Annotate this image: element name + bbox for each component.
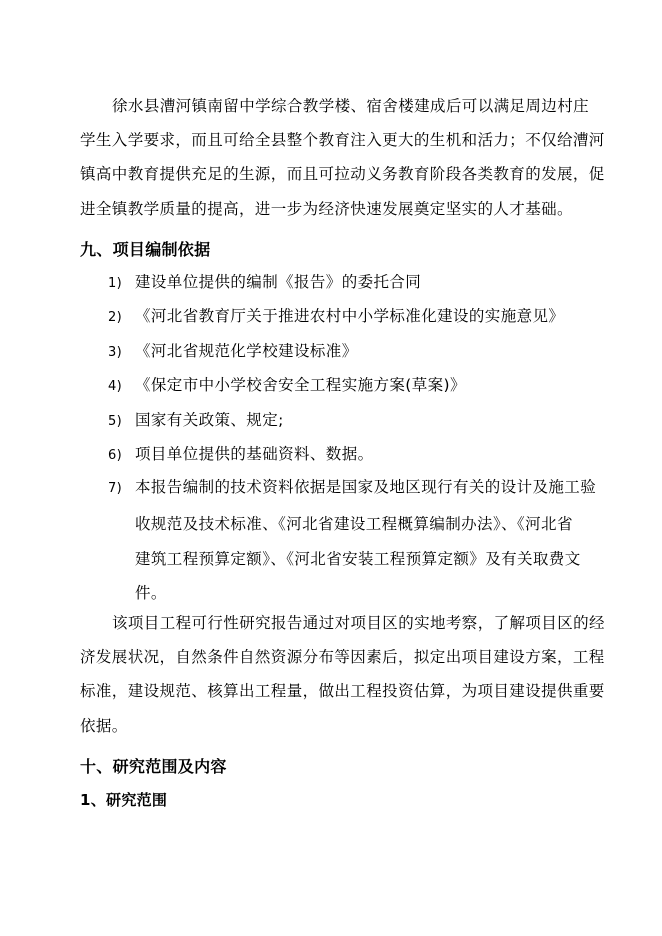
- list-number: 2): [108, 310, 123, 325]
- subsection-1-heading: 1、研究范围: [80, 791, 168, 809]
- list-text: 项目单位提供的基础资料、数据。: [135, 445, 374, 463]
- summary-line: 济发展状况，自然条件自然资源分布等因素后，拟定出项目建设方案，工程: [80, 648, 605, 667]
- list-number: 3): [108, 345, 123, 360]
- intro-line: 镇高中教育提供充足的生源，而且可拉动义务教育阶段各类教育的发展，促: [80, 165, 605, 184]
- list-text: 《河北省教育厅关于推进农村中小学标准化建设的实施意见》: [135, 307, 565, 325]
- list-line: 建筑工程预算定额》、《河北省安装工程预算定额》及有关取费文: [135, 549, 581, 568]
- list-text: 国家有关政策、规定;: [135, 411, 284, 429]
- list-line: 件。: [135, 584, 167, 603]
- list-text: 本报告编制的技术资料依据是国家及地区现行有关的设计及施工验: [135, 478, 597, 496]
- summary-line: 该项目工程可行性研究报告通过对项目区的实地考察，了解项目区的经: [112, 614, 605, 632]
- basis-list-item: [108, 408, 284, 430]
- list-number: 7): [108, 481, 123, 496]
- summary-paragraph: [80, 606, 605, 743]
- list-number: 1): [108, 276, 123, 291]
- section-9-heading: 九、项目编制依据: [80, 240, 211, 259]
- intro-line: 徐水县漕河镇南留中学综合教学楼、宿舍楼建成后可以满足周边村庄: [112, 97, 590, 115]
- basis-list-item: [108, 339, 358, 361]
- list-number: 6): [108, 448, 123, 463]
- basis-list-item: [108, 373, 466, 395]
- list-text: 建设单位提供的编制《报告》的委托合同: [135, 273, 422, 291]
- section-10-heading: 十、研究范围及内容: [80, 757, 227, 776]
- summary-line: 标准，建设规范、核算出工程量，做出工程投资估算，为项目建设提供重要: [80, 682, 605, 701]
- intro-line: 进全镇教学质量的提高，进一步为经济快速发展奠定坚实的人才基础。: [80, 199, 573, 218]
- list-text: 《保定市中小学校舍安全工程实施方案(草案)》: [135, 376, 466, 394]
- list-text: 《河北省规范化学校建设标准》: [135, 342, 358, 360]
- intro-line: 学生入学要求，而且可给全县整个教育注入更大的生机和活力；不仅给漕河: [80, 131, 605, 150]
- list-line: [108, 470, 598, 507]
- list-number: 5): [108, 414, 123, 429]
- intro-paragraph: [80, 89, 605, 226]
- basis-list-item: [108, 270, 421, 292]
- basis-list-item-7: [108, 470, 598, 611]
- list-number: 4): [108, 379, 123, 394]
- basis-list-item: [108, 442, 374, 464]
- basis-list-item: [108, 304, 564, 326]
- summary-line: 依据。: [80, 716, 128, 735]
- list-line: 收规范及技术标准、《河北省建设工程概算编制办法》、《河北省: [135, 514, 573, 533]
